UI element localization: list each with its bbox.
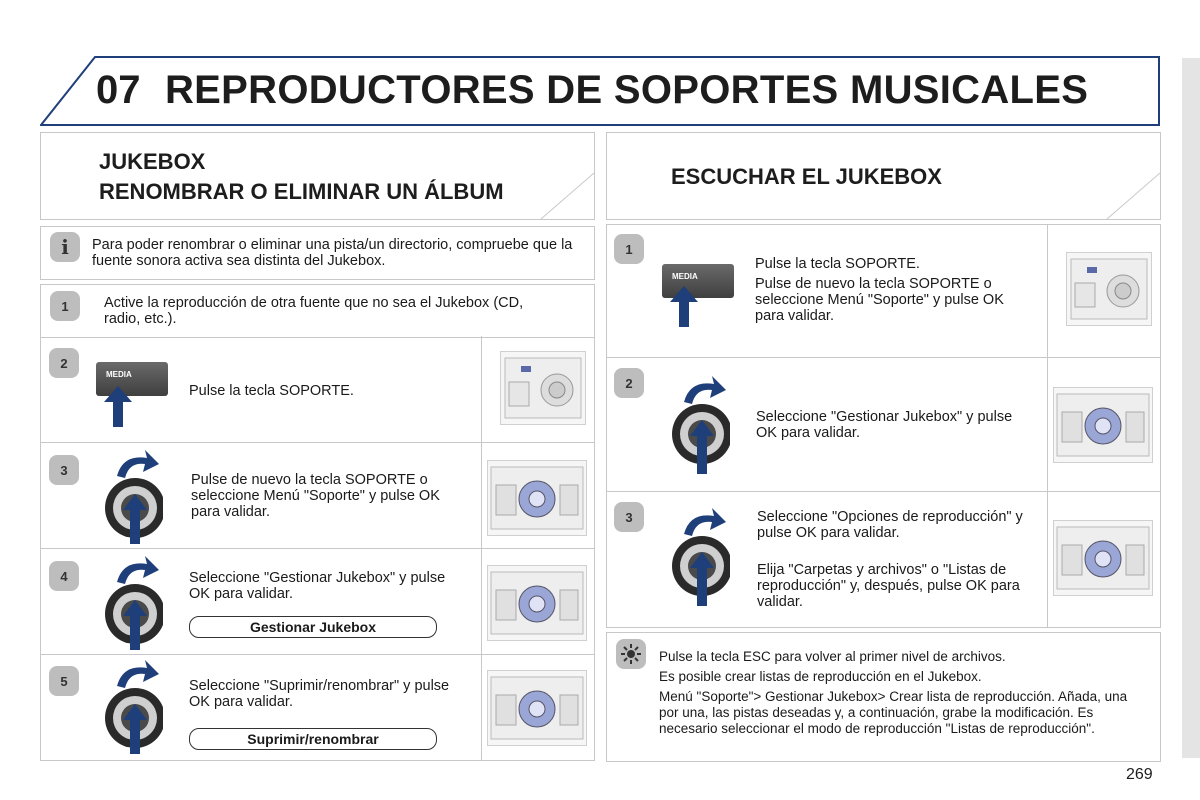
- left-step-1: [40, 284, 595, 338]
- info-icon: i: [50, 232, 80, 262]
- radio-panel-thumbnail: [1066, 252, 1152, 326]
- step-text: Seleccione "Opciones de reproducción" y pulse OK para validar.: [757, 509, 1023, 541]
- left-section-header: [40, 132, 595, 220]
- side-tab: [1182, 58, 1200, 758]
- tip-text: Es posible crear listas de reproducción en el Jukebox.: [659, 669, 982, 684]
- step-text: Pulse la tecla SOPORTE.: [755, 256, 920, 272]
- radio-panel-thumbnail: [1053, 387, 1153, 463]
- left-heading-line2: RENOMBRAR O ELIMINAR UN ÁLBUM: [99, 179, 504, 204]
- step-number-badge: 5: [49, 666, 79, 696]
- rotary-knob-icon: [670, 504, 730, 608]
- step-number-badge: 3: [49, 455, 79, 485]
- step-text: Pulse de nuevo la tecla SOPORTE o seleccione Menú "Soporte" y pulse OK para validar.: [755, 276, 1004, 324]
- step-text: Active la reproducción de otra fuente que no sea el Jukebox (CD, radio, etc.).: [104, 295, 524, 327]
- step-number-badge: 2: [614, 368, 644, 398]
- radio-panel-thumbnail: [487, 565, 587, 641]
- up-arrow-icon: [103, 386, 133, 428]
- rotary-knob-icon: [670, 372, 730, 476]
- info-text: Para poder renombrar o eliminar una pista/un directorio, compruebe que la fuente sonora activa sea distinta del Jukebox.: [92, 237, 573, 269]
- tips-box: [606, 632, 1161, 762]
- gestionar-jukebox-button[interactable]: Gestionar Jukebox: [189, 616, 437, 638]
- rotary-knob-icon: [103, 656, 163, 756]
- suprimir-renombrar-button[interactable]: Suprimir/renombrar: [189, 728, 437, 750]
- step-text: Elija "Carpetas y archivos" o "Listas de reproducción" y, después, pulse OK para validar.: [757, 562, 1020, 610]
- radio-panel-thumbnail: [500, 351, 586, 425]
- media-key-icon: MEDIA: [662, 264, 734, 298]
- chapter-number: 07: [96, 68, 141, 112]
- step-number-badge: 1: [614, 234, 644, 264]
- up-arrow-icon: [669, 286, 699, 328]
- column-divider: [1047, 225, 1048, 627]
- tip-text: Pulse la tecla ESC para volver al primer nivel de archivos.: [659, 649, 1006, 664]
- step-text: Seleccione "Gestionar Jukebox" y pulse OK para validar.: [189, 570, 446, 602]
- media-key-icon: MEDIA: [96, 362, 168, 396]
- step-text: Pulse de nuevo la tecla SOPORTE o seleccione Menú "Soporte" y pulse OK para validar.: [191, 472, 440, 520]
- radio-panel-thumbnail: [487, 460, 587, 536]
- tip-text: Menú "Soporte"> Gestionar Jukebox> Crear lista de reproducción. Añada, una por una, las pistas deseadas y, a continuación, grabe la modificación. Es necesario seleccionar el modo de reproducción "Listas de reproducción".: [659, 689, 1128, 736]
- rotary-knob-icon: [103, 552, 163, 652]
- step-text: Seleccione "Suprimir/renombrar" y pulse OK para validar.: [189, 678, 450, 710]
- radio-panel-thumbnail: [487, 670, 587, 746]
- page-number: 269: [1126, 766, 1153, 783]
- info-row: [40, 226, 595, 280]
- step-number-badge: 1: [50, 291, 80, 321]
- right-heading: ESCUCHAR EL JUKEBOX: [671, 164, 942, 189]
- radio-panel-thumbnail: [1053, 520, 1153, 596]
- step-text: Seleccione "Gestionar Jukebox" y pulse OK para validar.: [756, 409, 1013, 441]
- rotary-knob-icon: [103, 446, 163, 546]
- tip-sun-icon: [616, 639, 646, 669]
- left-heading-line1: JUKEBOX: [99, 149, 206, 174]
- page-title: REPRODUCTORES DE SOPORTES MUSICALES: [165, 68, 1089, 112]
- right-section-header: [606, 132, 1161, 220]
- step-number-badge: 2: [49, 348, 79, 378]
- step-number-badge: 4: [49, 561, 79, 591]
- step-text: Pulse la tecla SOPORTE.: [189, 383, 354, 399]
- step-number-badge: 3: [614, 502, 644, 532]
